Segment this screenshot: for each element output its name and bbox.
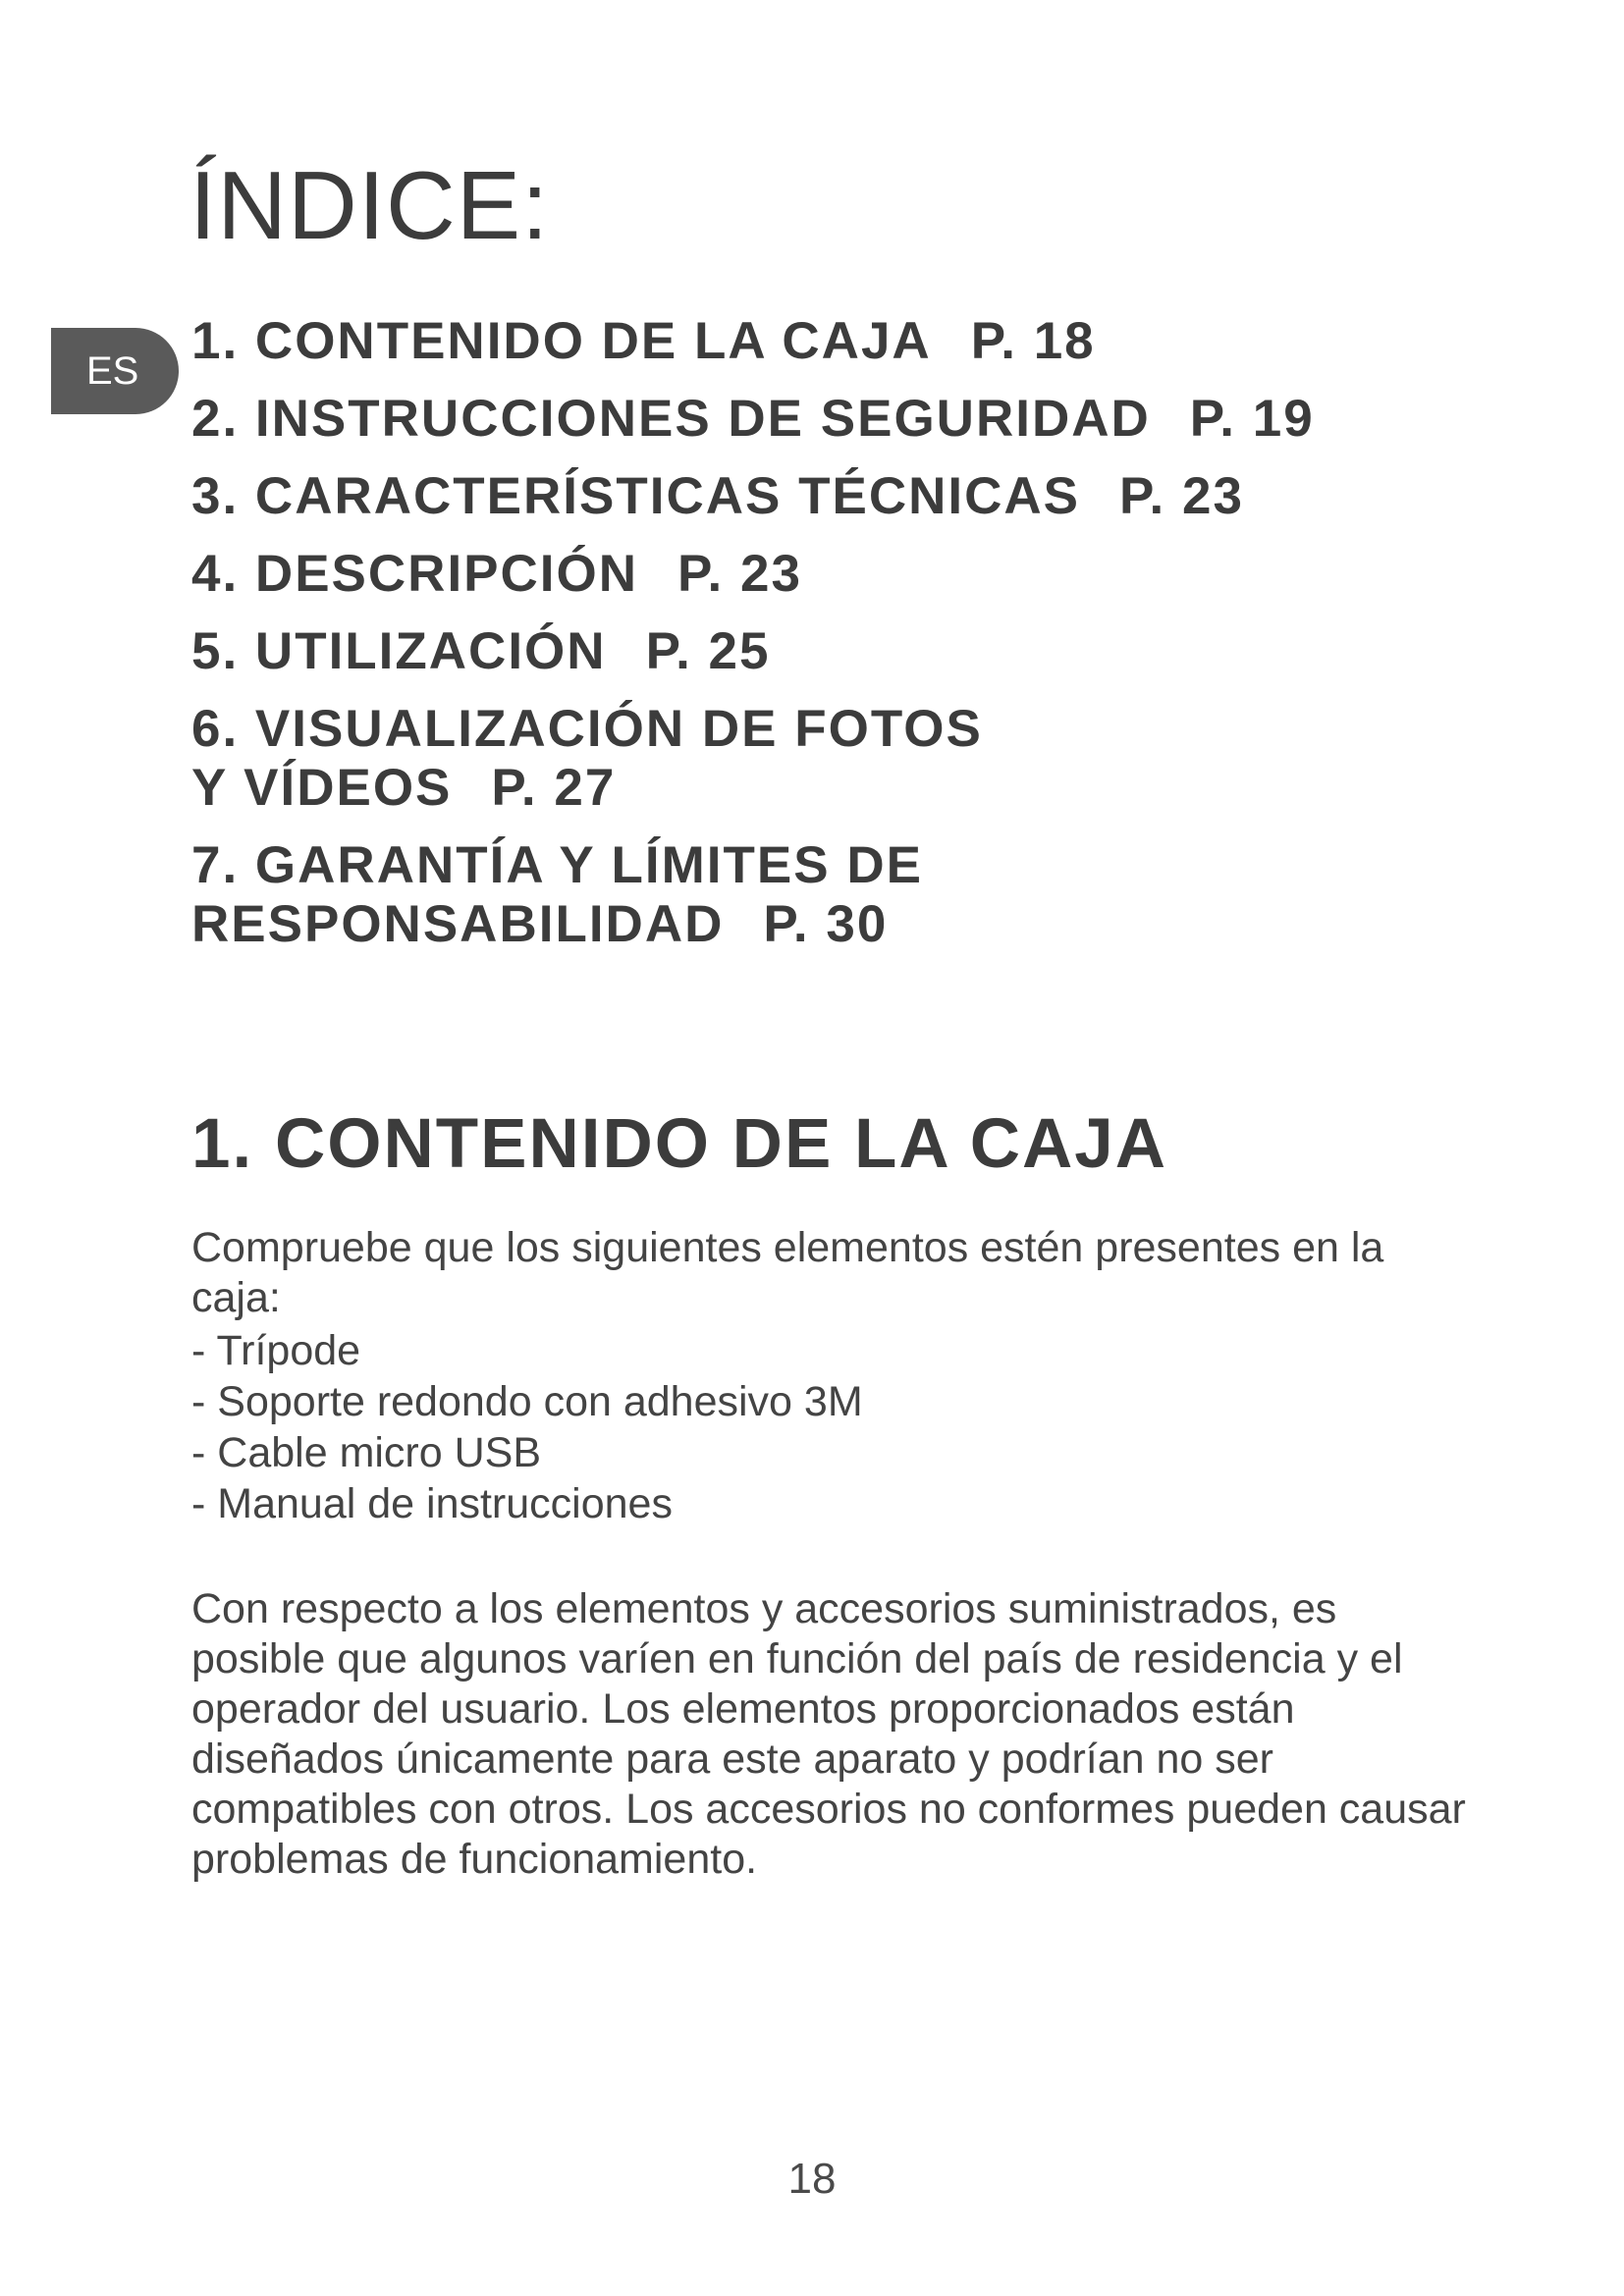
toc-item-utilizacion	[191, 622, 1315, 681]
page-number: 18	[787, 2155, 837, 2203]
toc-item-page: P. 23	[677, 545, 802, 603]
table-of-contents	[191, 312, 1315, 973]
section-title: 1. CONTENIDO DE LA CAJA	[191, 1105, 1168, 1183]
box-contents-list	[191, 1325, 863, 1529]
toc-item-visualizacion	[191, 700, 1315, 818]
section-intro: Compruebe que los siguientes elementos estén presentes en la caja:	[191, 1224, 1384, 1321]
toc-item-contenido	[191, 312, 1315, 371]
toc-item-label: 3. CARACTERÍSTICAS TÉCNICAS	[191, 467, 1081, 525]
toc-item-descripcion	[191, 545, 1315, 604]
list-item: - Soporte redondo con adhesivo 3M	[191, 1378, 863, 1425]
page-title: ÍNDICE:	[189, 151, 550, 259]
toc-item-label: 6. VISUALIZACIÓN DE FOTOS	[191, 700, 983, 758]
toc-item-label: 1. CONTENIDO DE LA CAJA	[191, 312, 932, 370]
toc-item-label-continued: RESPONSABILIDAD	[191, 895, 725, 953]
toc-item-label-continued: Y VÍDEOS	[191, 759, 453, 817]
toc-item-page: P. 30	[763, 895, 889, 953]
toc-item-page: P. 19	[1189, 390, 1315, 448]
language-tab: ES	[51, 328, 179, 414]
toc-item-garantia	[191, 836, 1315, 954]
toc-item-label: 5. UTILIZACIÓN	[191, 622, 607, 680]
toc-item-page: P. 25	[645, 622, 771, 680]
toc-item-page: P. 27	[491, 759, 617, 817]
toc-item-page: P. 23	[1119, 467, 1244, 525]
toc-item-page: P. 18	[970, 312, 1096, 370]
list-item: - Trípode	[191, 1327, 361, 1374]
toc-item-seguridad	[191, 390, 1315, 449]
toc-item-label: 7. GARANTÍA Y LÍMITES DE	[191, 836, 923, 894]
list-item: - Manual de instrucciones	[191, 1480, 673, 1527]
toc-item-label: 4. DESCRIPCIÓN	[191, 545, 639, 603]
toc-item-label: 2. INSTRUCCIONES DE SEGURIDAD	[191, 390, 1151, 448]
list-item: - Cable micro USB	[191, 1429, 542, 1476]
accessories-note: Con respecto a los elementos y accesorios suministrados, es posible que algunos varíen en función del país de residencia y el operador del usuario. Los elementos proporcionados están diseñados únicamente para este aparato y podrían no ser compatibles con otros. Los accesorios no conformes pueden causar problemas de funcionamiento.	[191, 1585, 1466, 1883]
toc-item-caracteristicas	[191, 467, 1315, 526]
